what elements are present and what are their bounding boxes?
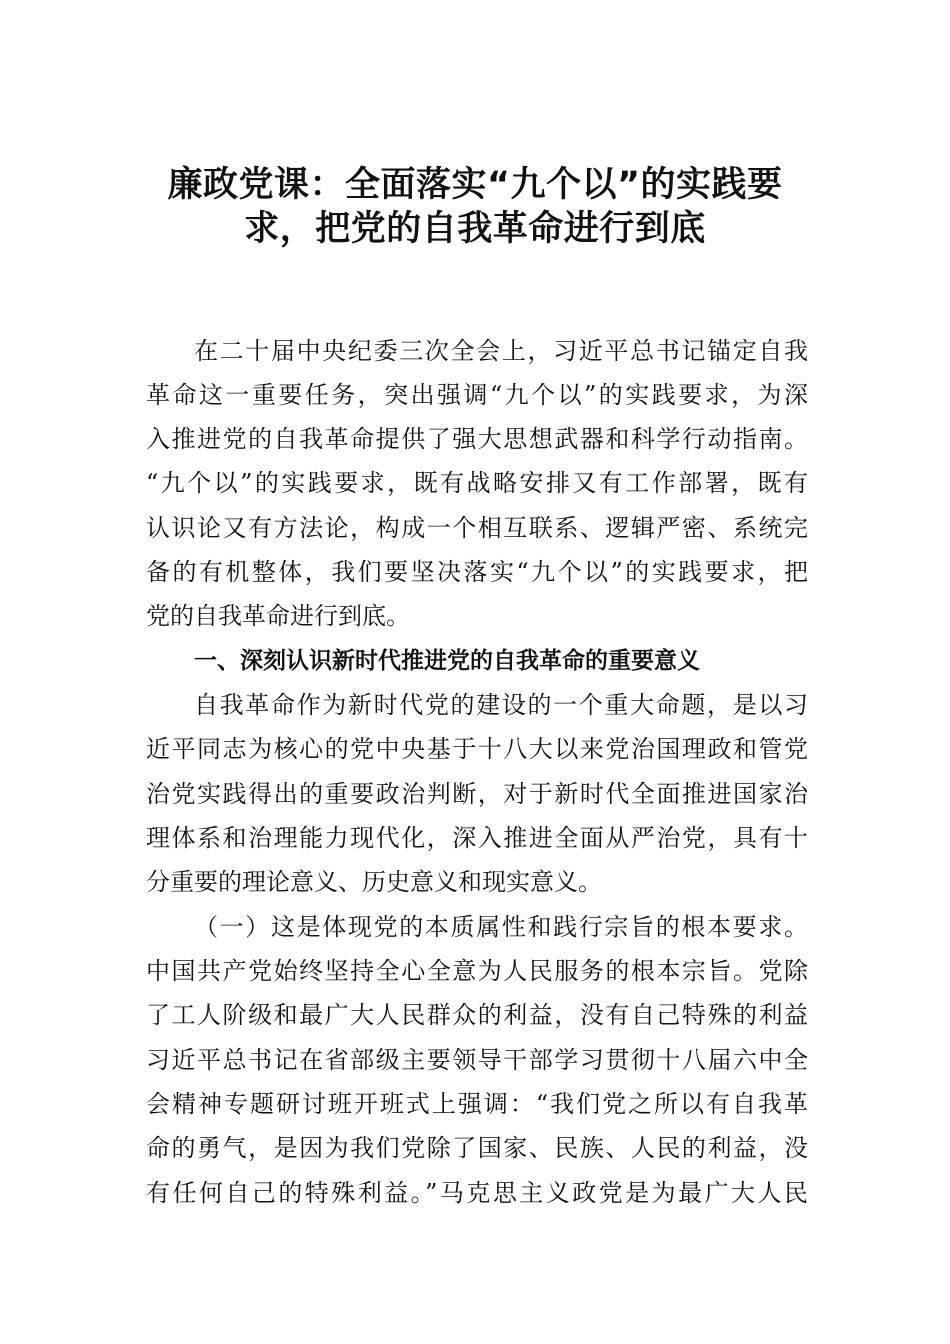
- paragraph-2-line-3: 治党实践得出的重要政治判断，对于新时代全面推进国家治: [146, 780, 808, 808]
- paragraph-1-line-4: “九个以”的实践要求，既有战略安排又有工作部署，既有: [146, 469, 808, 497]
- paragraph-1-line-5: 认识论又有方法论，构成一个相互联系、逻辑严密、系统完: [146, 514, 808, 542]
- section-1-heading: 一、深刻认识新时代推进党的自我革命的重要意义: [194, 648, 700, 674]
- document-title-line-2: 求，把党的自我革命进行到底: [244, 209, 706, 249]
- paragraph-1-line-2: 革命这一重要任务，突出强调“九个以”的实践要求，为深: [146, 381, 808, 409]
- paragraph-1-line-6: 备的有机整体，我们要坚决落实“九个以”的实践要求，把: [146, 558, 808, 586]
- paragraph-3-line-4: 习近平总书记在省部级主要领导干部学习贯彻十八届六中全: [146, 1046, 808, 1074]
- paragraph-2-line-5: 分重要的理论意义、历史意义和现实意义。: [146, 868, 602, 896]
- paragraph-3-line-2: 中国共产党始终坚持全心全意为人民服务的根本宗旨。党除: [146, 957, 808, 985]
- paragraph-1-line-7: 党的自我革命进行到底。: [146, 602, 410, 630]
- paragraph-1-line-1: 在二十届中央纪委三次全会上，习近平总书记锚定自我: [194, 337, 808, 365]
- paragraph-2-line-4: 理体系和治理能力现代化，深入推进全面从严治党，具有十: [146, 824, 808, 852]
- paragraph-3-line-1: （一）这是体现党的本质属性和践行宗旨的根本要求。: [194, 913, 808, 941]
- paragraph-3-line-6: 命的勇气，是因为我们党除了国家、民族、人民的利益，没: [146, 1134, 808, 1162]
- paragraph-3-line-3: 了工人阶级和最广大人民群众的利益，没有自己特殊的利益: [146, 1001, 808, 1029]
- paragraph-3-line-5: 会精神专题研讨班开班式上强调：“我们党之所以有自我革: [146, 1090, 808, 1118]
- paragraph-2-line-2: 近平同志为核心的党中央基于十八大以来党治国理政和管党: [146, 735, 808, 763]
- document-title-line-1: 廉政党课：全面落实“九个以”的实践要: [167, 165, 783, 205]
- paragraph-2-line-1: 自我革命作为新时代党的建设的一个重大命题，是以习: [194, 691, 808, 719]
- paragraph-3-line-7: 有任何自己的特殊利益。”马克思主义政党是为最广大人民: [146, 1179, 808, 1207]
- paragraph-1-line-3: 入推进党的自我革命提供了强大思想武器和科学行动指南。: [146, 425, 808, 453]
